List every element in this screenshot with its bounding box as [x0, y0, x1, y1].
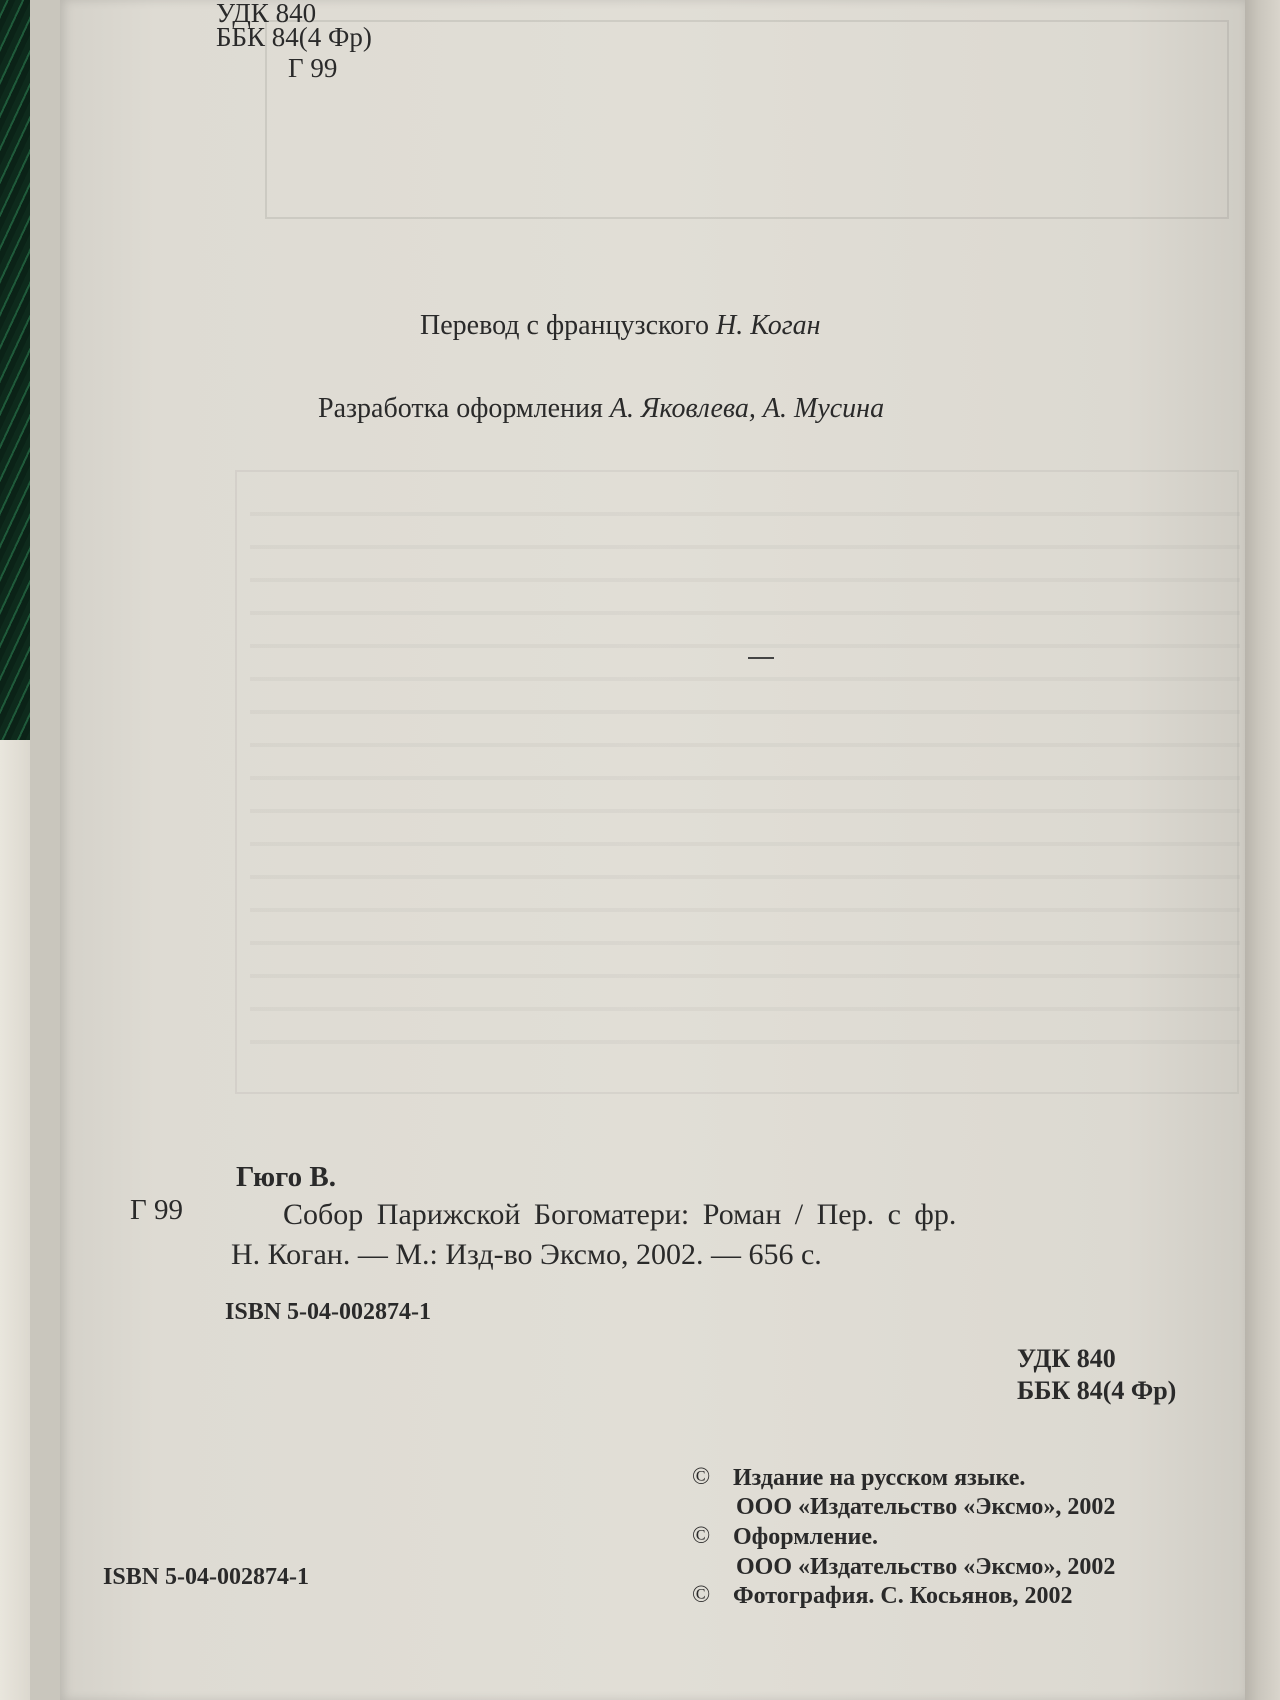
top-udk-code: УДК 840	[216, 0, 317, 28]
translator-name: Н. Коган	[715, 310, 821, 341]
bibliographic-line-2: Н. Коган. — М.: Изд-во Эксмо, 2002. — 656 с.	[231, 1238, 822, 1271]
bibliographic-line-1: Собор Парижской Богоматери: Роман / Пер. с фр.	[283, 1198, 957, 1231]
copyright-line-5: Фотография. С. Косьянов, 2002	[733, 1583, 1073, 1609]
copyright-symbol: ©	[692, 1582, 711, 1608]
show-through-text	[250, 490, 1240, 1050]
translation-prefix: Перевод с французского	[420, 310, 716, 341]
bottom-isbn: ISBN 5-04-002874-1	[103, 1564, 310, 1590]
copyright-line-3: Оформление.	[733, 1524, 879, 1550]
catalog-bbk: ББК 84(4 Фр)	[1017, 1376, 1177, 1405]
copyright-line-1: Издание на русском языке.	[733, 1465, 1026, 1491]
catalog-author: Гюго В.	[236, 1161, 336, 1193]
translation-credit	[420, 312, 821, 340]
copyright-line-4: ООО «Издательство «Эксмо», 2002	[736, 1554, 1116, 1580]
separator-dash	[748, 657, 774, 659]
imprint-page	[60, 0, 1245, 1700]
page-right-edge	[1245, 0, 1280, 1700]
design-credit	[318, 395, 884, 423]
copyright-symbol: ©	[692, 1464, 711, 1490]
page-stack-edge	[0, 740, 30, 1700]
catalog-author-mark: Г 99	[130, 1194, 184, 1226]
catalog-isbn: ISBN 5-04-002874-1	[225, 1299, 432, 1325]
book-cover-edge	[0, 0, 30, 760]
top-bbk-code: ББК 84(4 Фр)	[216, 22, 372, 52]
designer-names: А. Яковлева, А. Мусина	[609, 393, 885, 424]
top-author-mark: Г 99	[288, 53, 338, 83]
show-through-frame	[265, 20, 1229, 219]
copyright-line-2: ООО «Издательство «Эксмо», 2002	[736, 1494, 1116, 1520]
design-prefix: Разработка оформления	[318, 393, 610, 424]
catalog-udk: УДК 840	[1017, 1344, 1116, 1373]
copyright-symbol: ©	[692, 1523, 711, 1549]
